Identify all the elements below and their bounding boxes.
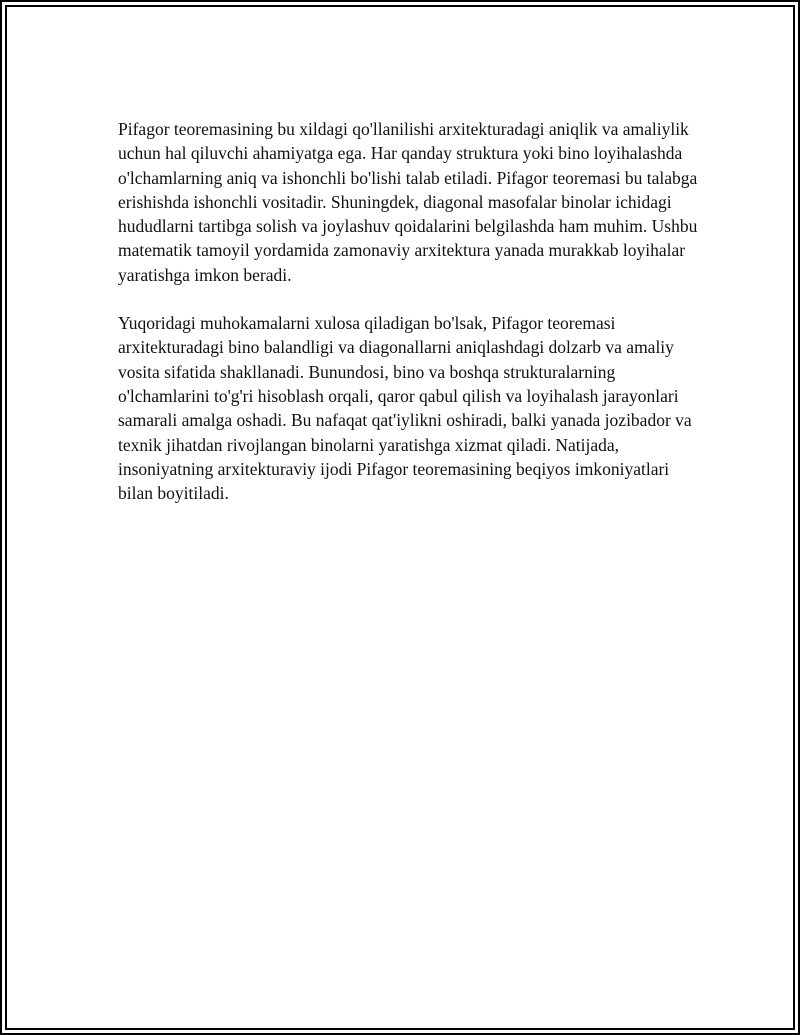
document-body [118, 117, 698, 529]
paragraph-2: Yuqoridagi muhokamalarni xulosa qiladigan bo'lsak, Pifagor teoremasi arxitekturadagi bino balandligi va diagonallarni aniqlashdagi dolzarb va amaliy vosita sifatida shakllanadi. Bunundosi, bino va boshqa strukturalarning o'lchamlarini to'g'ri hisoblash orqali, qaror qabul qilish va loyihalash jarayonlari samarali amalga oshadi. Bu nafaqat qat'iylikni oshiradi, balki yanada jozibador va texnik jihatdan rivojlangan binolarni yaratishga xizmat qiladi. Natijada, insoniyatning arxitekturaviy ijodi Pifagor teoremasining beqiyos imkoniyatlari bilan boyitiladi. [118, 313, 692, 504]
paragraph-1: Pifagor teoremasining bu xildagi qo'llanilishi arxitekturadagi aniqlik va amaliylik uchun hal qiluvchi ahamiyatga ega. Har qanday struktura yoki bino loyihalashda o'lchamlarning aniq va ishonchli bo'lishi talab etiladi. Pifagor teoremasi bu talabga erishishda ishonchli vositadir. Shuningdek, diagonal masofalar binolar ichidagi hududlarni tartibga solish va joylashuv qoidalarini belgilashda ham muhim. Ushbu matematik tamoyil yordamida zamonaviy arxitektura yanada murakkab loyihalar yaratishga imkon beradi. [118, 119, 698, 285]
